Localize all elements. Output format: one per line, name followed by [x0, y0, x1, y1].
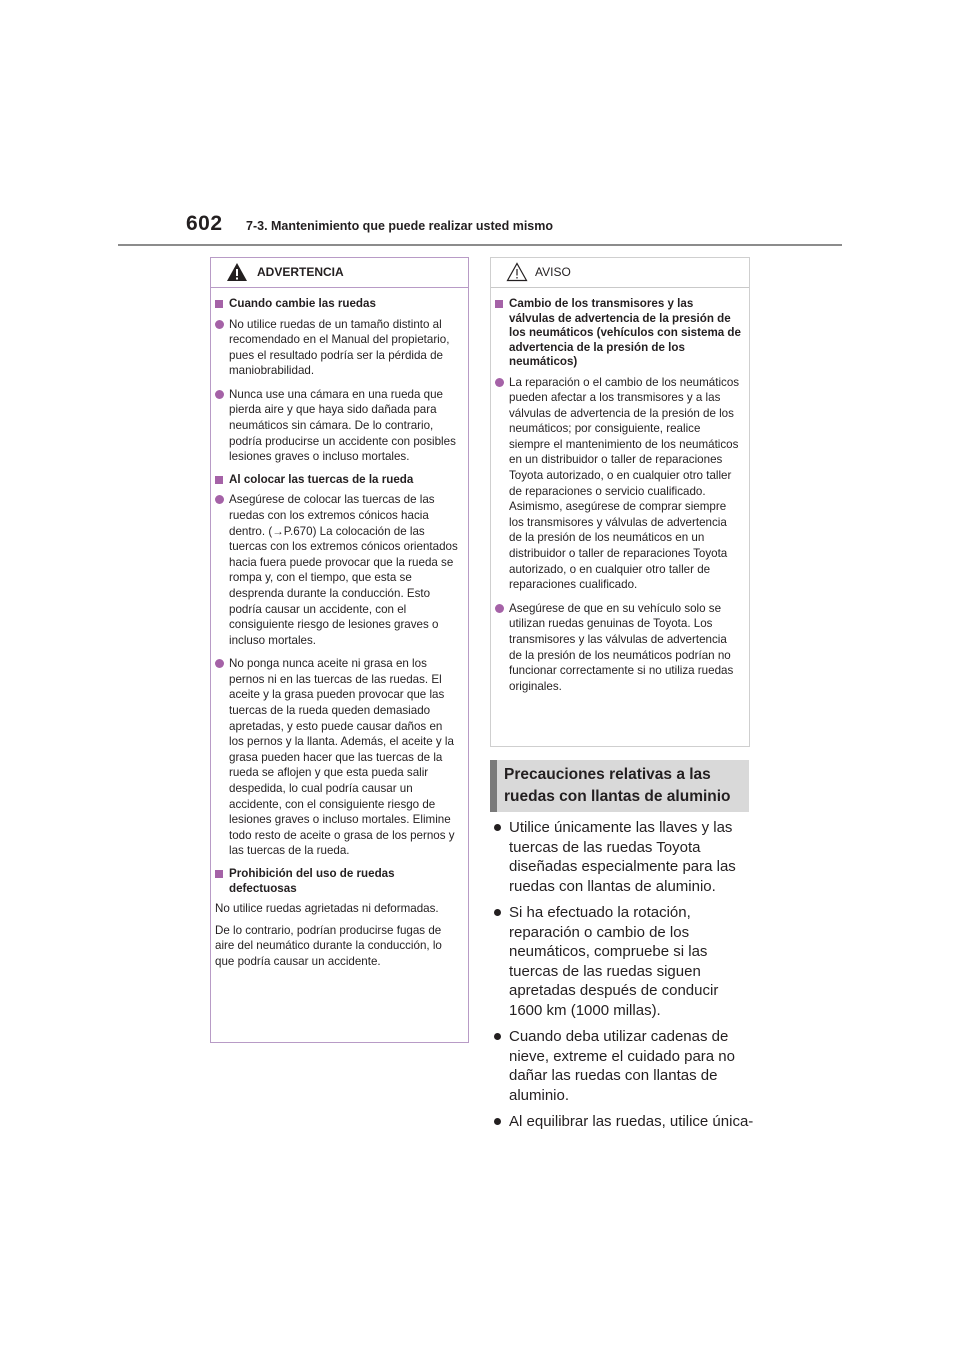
warning-triangle-icon [226, 262, 248, 282]
text: Cambio de los transmisores y las válvulas de advertencia de la presión de los neumáticos (vehículos con sistema de advertencia de la presión de los neumáticos) [509, 297, 741, 368]
caution-triangle-icon [506, 262, 528, 282]
caution-box-header [491, 258, 749, 288]
heading-accent-bar [490, 760, 497, 812]
warning-box [210, 257, 469, 1043]
text: No ponga nunca aceite ni grasa en los pernos ni en las tuercas de las ruedas. El aceite y la grasa pueden provocar que las tuercas de la rueda queden demasiado apretadas, y esto puede causar daños en los pernos y la llanta. Además, el aceite y la grasa pueden hacer que las tuercas de la rueda se aflojen y que esta pueda salir despedida, lo cual podría causar un accidente, con el consiguiente riesgo de lesiones graves o incluso mortales. Elimine todo resto de aceite o grasa de los pernos y las tuercas de la rueda. [229, 657, 455, 858]
paragraph [215, 923, 460, 970]
square-bullet-icon [215, 300, 223, 308]
square-bullet-icon [215, 870, 223, 878]
bullet-item [215, 656, 460, 859]
circle-bullet-icon [495, 604, 504, 613]
circle-bullet-icon [495, 378, 504, 387]
text: No utilice ruedas agrietadas ni deformadas. [215, 902, 439, 915]
text: No utilice ruedas de un tamaño distinto al recomendado en el Manual del propietario, pues el resultado podría ser la pérdida de maniobrabilidad. [229, 317, 450, 378]
bullet-icon [494, 909, 501, 916]
precautions-heading [490, 760, 749, 812]
bullet-icon [494, 824, 501, 831]
subsection-heading [215, 473, 460, 488]
paragraph [215, 901, 460, 917]
page-number: 602 [186, 212, 223, 235]
text: Asegúrese de que en su vehículo solo se utilizan ruedas genuinas de Toyota. Los transmisores y las válvulas de advertencia de la presión de los neumáticos podrían no funcionar correctamente si no utiliza ruedas originales. [509, 601, 734, 693]
list-item-text: Cuando deba utilizar cadenas de nieve, extreme el cuidado para no dañar las ruedas con llantas de aluminio. [509, 1028, 735, 1104]
text: Cuando cambie las ruedas [229, 297, 376, 310]
subsection-heading [215, 867, 460, 896]
precautions-list [492, 818, 754, 1139]
square-bullet-icon [215, 476, 223, 484]
bullet-item [495, 601, 741, 695]
warning-box-title: ADVERTENCIA [257, 265, 344, 279]
bullet-item [495, 375, 741, 593]
text: Asegúrese de colocar las tuercas de las ruedas con los extremos cónicos hacia dentro. (→P.670) La colocación de las tuercas con los extremos cónicos orientados hacia fuera puede provocar que la rueda se rompa y, con el tiempo, que esta se desprenda durante la conducción. Esto podría causar un accidente, con el consiguiente riesgo de lesiones graves o incluso mortales. [229, 493, 458, 647]
list-item-text: Si ha efectuado la rotación, reparación o cambio de los neumáticos, compruebe si las tuercas de las ruedas siguen apretadas después de conducir 1600 km (1000 millas). [509, 904, 719, 1019]
subsection-heading [215, 297, 460, 312]
circle-bullet-icon [215, 659, 224, 668]
bullet-icon [494, 1033, 501, 1040]
header-rule [118, 244, 842, 246]
bullet-icon [494, 1118, 501, 1125]
list-item-text: Utilice únicamente las llaves y las tuercas de las ruedas Toyota diseñadas especialmente para las ruedas con llantas de aluminio. [509, 819, 736, 895]
subsection-heading [495, 297, 741, 370]
list-item [492, 1112, 754, 1132]
warning-box-body [211, 288, 468, 969]
bullet-item [215, 387, 460, 465]
caution-box [490, 257, 750, 747]
text: Prohibición del uso de ruedas defectuosas [229, 867, 395, 895]
caution-box-body [491, 288, 749, 694]
circle-bullet-icon [215, 390, 224, 399]
circle-bullet-icon [215, 320, 224, 329]
list-item [492, 818, 754, 896]
bullet-item [215, 492, 460, 648]
text: De lo contrario, podrían producirse fugas de aire del neumático durante la conducción, lo que podría causar un accidente. [215, 923, 442, 968]
text: Nunca use una cámara en una rueda que pierda aire y que haya sido dañada para neumáticos sin cámara. De lo contrario, podría producirse un accidente con posibles lesiones graves o incluso mortales. [229, 387, 456, 464]
square-bullet-icon [495, 300, 503, 308]
text: Al colocar las tuercas de la rueda [229, 472, 414, 486]
list-item [492, 903, 754, 1020]
list-item [492, 1027, 754, 1105]
list-item-text: Al equilibrar las ruedas, utilice única- [509, 1113, 754, 1130]
bullet-item [215, 317, 460, 379]
section-title: 7-3. Mantenimiento que puede realizar usted mismo [246, 219, 554, 233]
circle-bullet-icon [215, 495, 224, 504]
precautions-heading-text: Precauciones relativas a las ruedas con llantas de aluminio [504, 766, 731, 805]
text: La reparación o el cambio de los neumáticos pueden afectar a los transmisores y a las válvulas de advertencia de la presión de los neumáticos; por consiguiente, realice siempre el mantenimiento de los neumáticos en un distribuidor o taller de reparaciones Toyota autorizado, o en cualquier otro taller de reparaciones o servicio cualificado. Asimismo, asegúrese de comprar siempre los transmisores y válvulas de advertencia de la presión de los neumáticos en un distribuidor o taller de reparaciones Toyota autorizado, o en cualquier otro taller de reparaciones cualificado. [509, 375, 740, 592]
warning-box-header [211, 258, 468, 288]
caution-box-title: AVISO [535, 265, 571, 279]
